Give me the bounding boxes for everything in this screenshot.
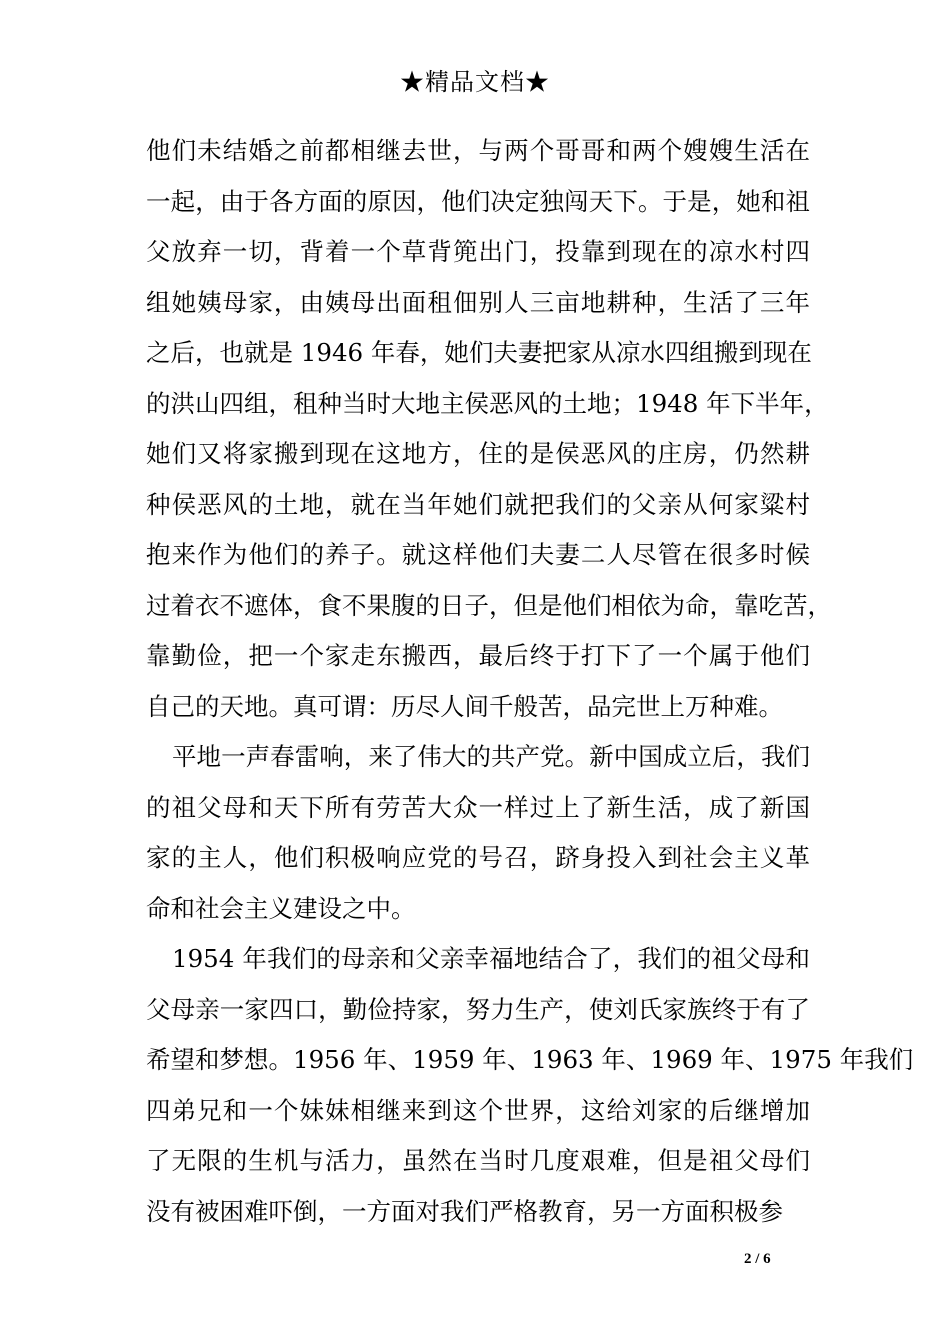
page-number: 2 / 6 <box>744 1251 771 1267</box>
text-line: 命和社会主义建设之中。 <box>146 893 416 923</box>
text-line: 1954 年我们的母亲和父亲幸福地结合了，我们的祖父母和 <box>172 944 810 973</box>
text-line: 之后，也就是 1946 年春，她们夫妻把家从凉水四组搬到现在 <box>146 338 812 367</box>
document-body <box>146 134 914 1245</box>
text-line: 的祖父母和天下所有劳苦大众一样过上了新生活，成了新国 <box>146 792 810 822</box>
text-line: 种侯恶风的土地，就在当年她们就把我们的父亲从何家粱村 <box>146 489 810 519</box>
text-line: 希望和梦想。1956 年、1959 年、1963 年、1969 年、1975 年我们 <box>146 1045 914 1074</box>
text-line: 抱来作为他们的养子。就这样他们夫妻二人尽管在很多时候 <box>146 540 810 569</box>
page-header-title: ★精品文档★ <box>400 68 550 96</box>
text-line: 了无限的生机与活力，虽然在当时几度艰难，但是祖父母们 <box>146 1146 810 1175</box>
text-line: 的洪山四组，租种当时大地主侯恶风的土地；1948 年下半年， <box>146 388 829 418</box>
text-line: 一起，由于各方面的原因，他们决定独闯天下。于是，她和祖 <box>146 186 810 216</box>
text-line: 过着衣不遮体，食不果腹的日子，但是他们相依为命，靠吃苦， <box>146 590 832 620</box>
text-line: 平地一声春雷响，来了伟大的共产党。新中国成立后，我们 <box>172 742 810 771</box>
text-line: 自己的天地。真可谓：历尽人间千般苦，品完世上万种难。 <box>146 691 783 721</box>
text-line: 父母亲一家四口，勤俭持家，努力生产，使刘氏家族终于有了 <box>146 994 810 1024</box>
paragraph <box>146 740 810 942</box>
paragraph <box>146 134 832 740</box>
text-line: 组她姨母家，由姨母出面租佃别人三亩地耕种，生活了三年 <box>146 287 810 317</box>
text-line: 父放弃一切，背着一个草背篼出门，投靠到现在的凉水村四 <box>146 237 810 266</box>
text-line: 家的主人，他们积极响应党的号召，跻身投入到社会主义革 <box>146 843 810 872</box>
text-line: 他们未结婚之前都相继去世，与两个哥哥和两个嫂嫂生活在 <box>146 136 810 165</box>
text-line: 没有被困难吓倒，一方面对我们严格教育，另一方面积极参 <box>146 1196 783 1226</box>
text-line: 靠勤俭，把一个家走东搬西，最后终于打下了一个属于他们 <box>146 641 810 670</box>
text-line: 她们又将家搬到现在这地方，住的是侯恶风的庄房，仍然耕 <box>146 439 810 468</box>
text-line: 四弟兄和一个妹妹相继来到这个世界，这给刘家的后继增加 <box>146 1095 810 1125</box>
paragraph <box>146 942 914 1245</box>
